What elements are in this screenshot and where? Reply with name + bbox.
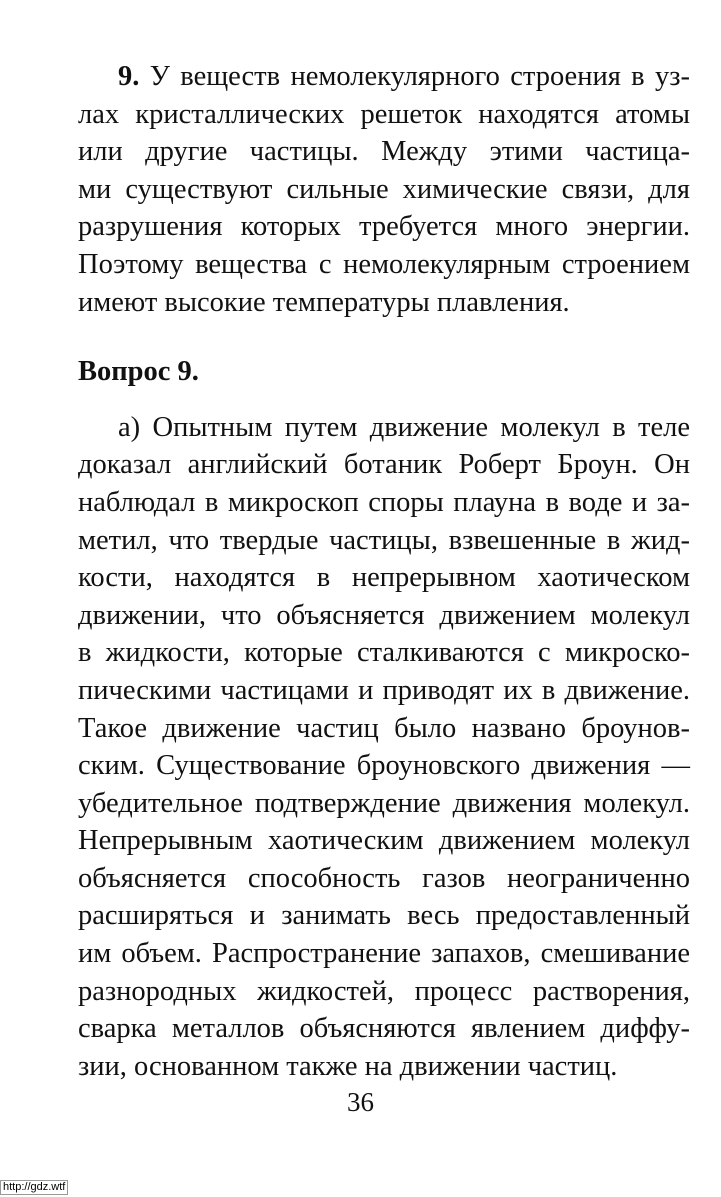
text-line: доказал английский ботаник Роберт Броун. Он [78, 449, 690, 481]
text-line: или другие частицы. Между этими частица- [78, 136, 690, 168]
text-line: лах кристаллических решеток находятся атомы [78, 98, 690, 130]
text-line: Такое движение частиц было названо броунов- [78, 712, 690, 744]
text-line: ми существуют сильные химические связи, для [78, 173, 690, 205]
text-line: метил, что твердые частицы, взвешенные в жид- [78, 524, 690, 556]
page-number: 36 [347, 1087, 374, 1117]
text-line: движении, что объясняется движением молекул [78, 599, 690, 631]
answer-number: 9. [118, 61, 140, 92]
text-line: убедительное подтверждение движения молекул. [78, 787, 690, 819]
text-line: сварка металлов объясняются явлением диффу- [78, 1013, 690, 1045]
text-line: объясняется способность газов неограниченно [78, 862, 690, 894]
text-line: Поэтому вещества с немолекулярным строением [78, 248, 690, 280]
text-line: разрушения которых требуется много энергии. [78, 211, 690, 243]
answer-9-paragraph [78, 58, 690, 321]
page-content [78, 58, 690, 1085]
section-heading: Вопрос 9. [78, 356, 199, 388]
text-line: зии, основанном также на движении частиц. [78, 1050, 618, 1082]
text-line: имеют высокие температуры плавления. [78, 286, 570, 318]
text-line: кости, находятся в непрерывном хаотическом [78, 562, 690, 594]
text-line: а) Опытным путем движение молекул в теле [118, 411, 690, 443]
text-line: пическими частицами и приводят их в движение. [78, 674, 690, 706]
text-line: им объем. Распространение запахов, смешивание [78, 938, 690, 970]
text-line: Непрерывным хаотическим движением молекул [78, 825, 690, 857]
question-9-paragraph [78, 409, 690, 1086]
text-line: в жидкости, которые сталкиваются с микроско- [78, 637, 690, 669]
text-line: расширяться и занимать весь предоставленный [78, 900, 690, 932]
watermark-link[interactable]: http://gdz.wtf [0, 1180, 68, 1195]
text-line: разнородных жидкостей, процесс растворения, [78, 975, 690, 1007]
text-line: 9. У веществ немолекулярного строения в уз- [118, 61, 690, 92]
text-line: наблюдал в микроскоп споры плауна в воде и за- [78, 486, 690, 518]
text-line: ским. Существование броуновского движения — [78, 750, 690, 782]
